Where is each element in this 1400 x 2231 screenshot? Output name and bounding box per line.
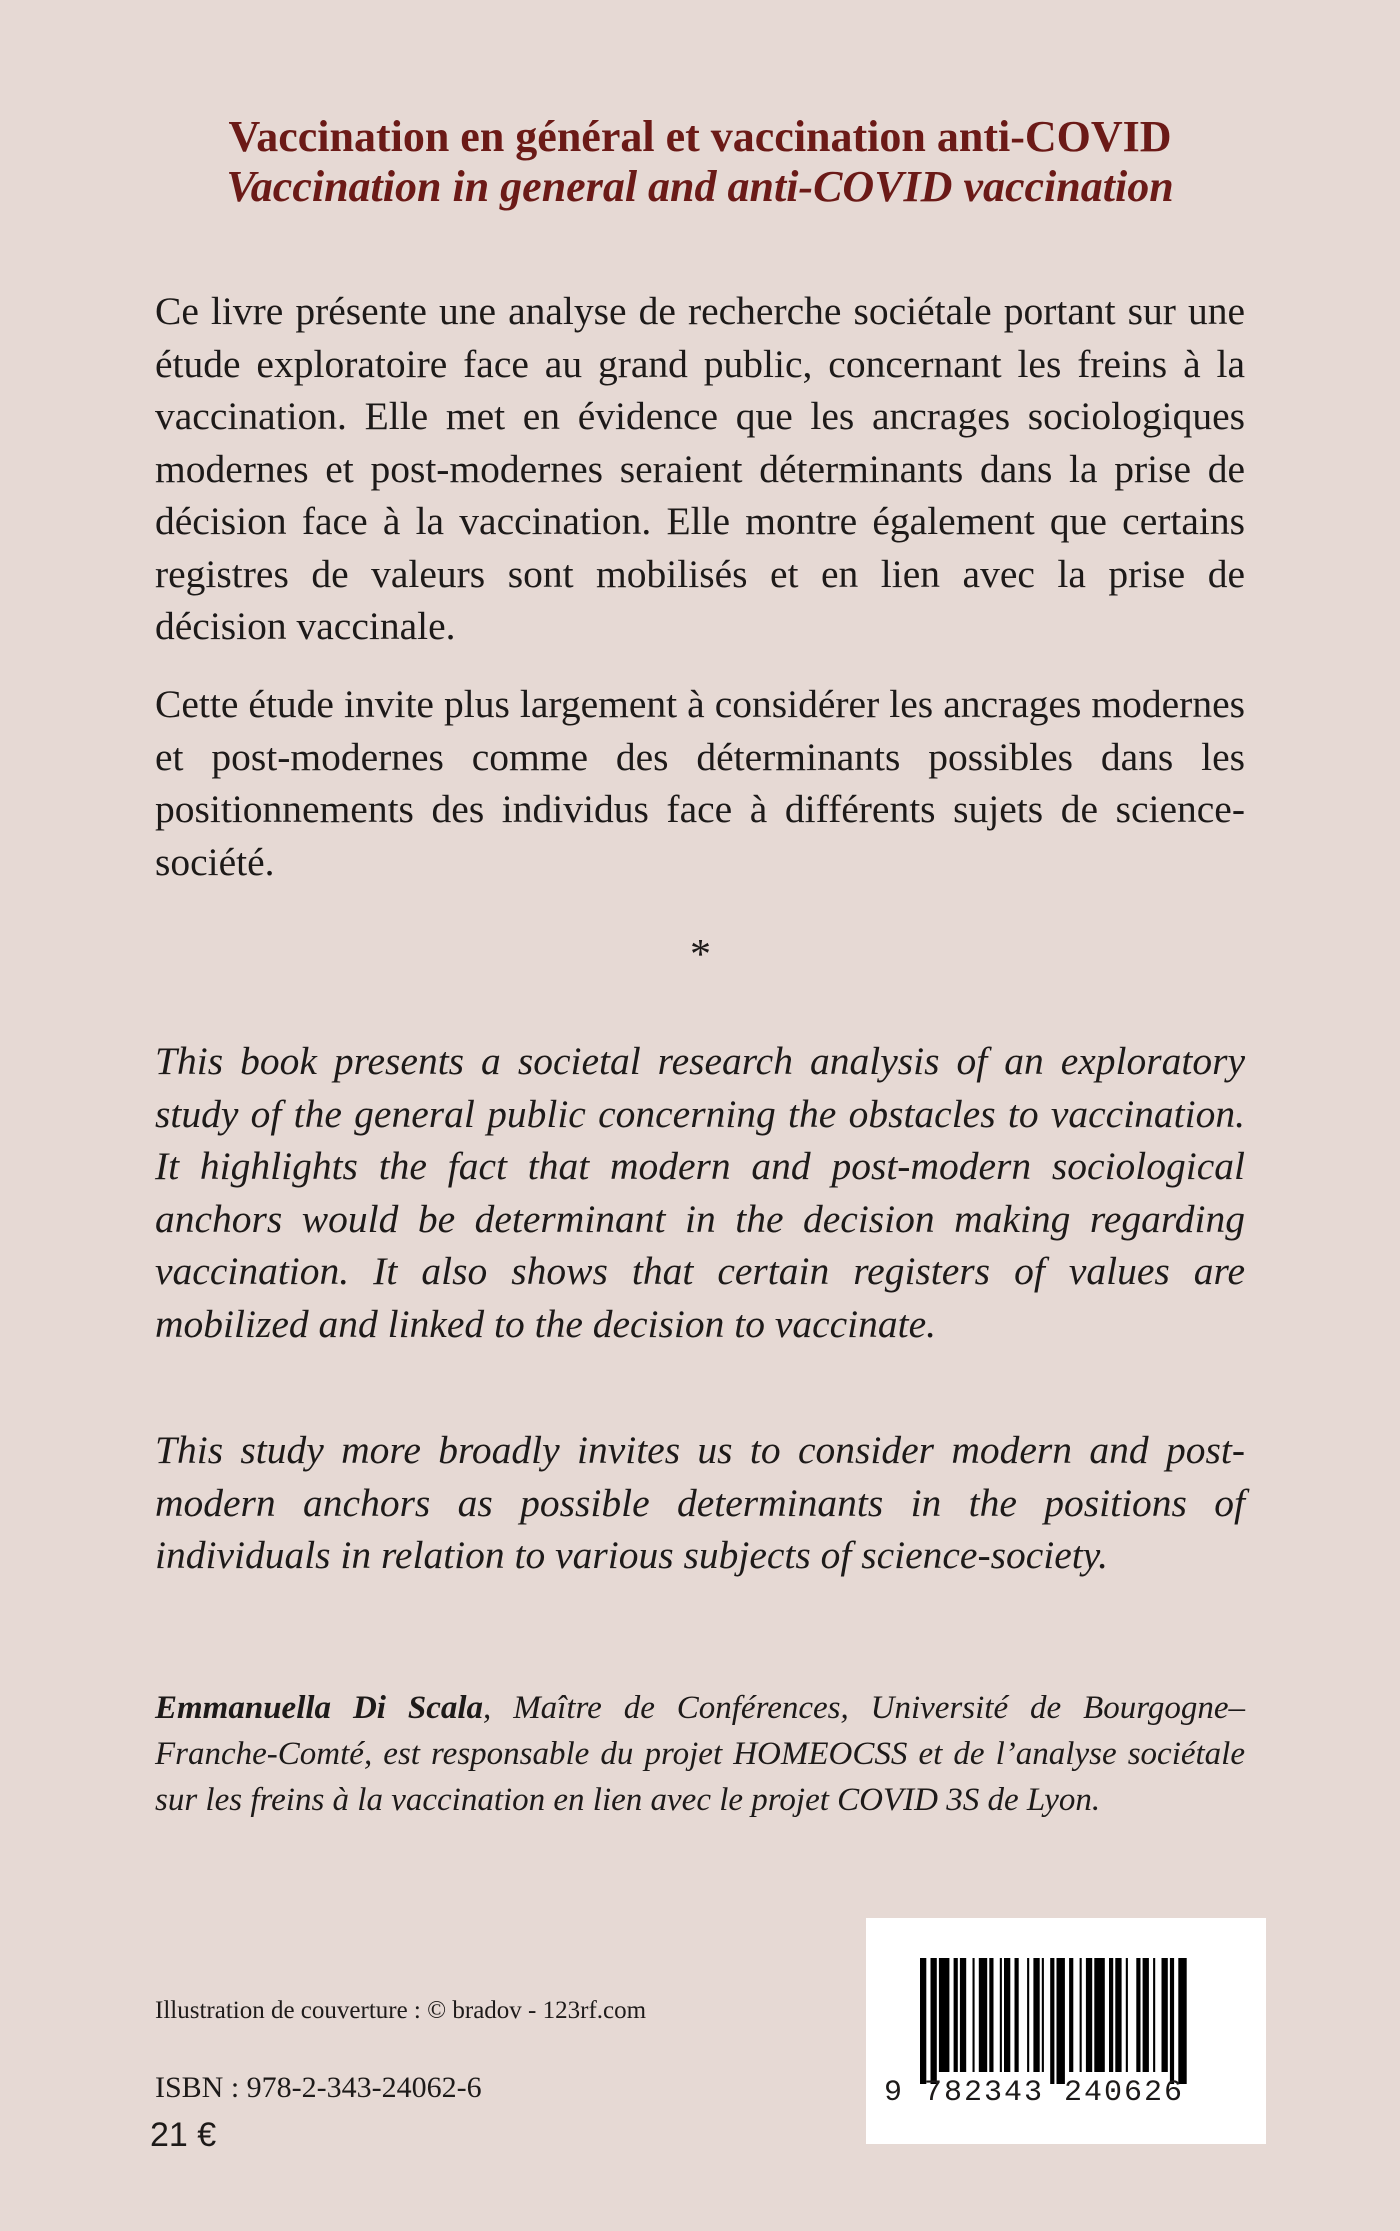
title-french: Vaccination en général et vaccination anti-COVID <box>228 112 1172 161</box>
barcode-bar <box>960 1958 966 2072</box>
barcode-bar <box>1042 1958 1044 2072</box>
barcode-bar <box>1178 1958 1186 2084</box>
barcode-bar <box>1115 1958 1121 2072</box>
barcode-bar <box>1004 1958 1010 2072</box>
barcode-bar <box>1069 1958 1073 2072</box>
barcode-icon <box>866 1918 1266 2144</box>
barcode-bar <box>973 1958 975 2072</box>
title-english: Vaccination in general and anti-COVID vaccination <box>226 162 1174 211</box>
barcode <box>866 1918 1266 2144</box>
cover-illustration-credit: Illustration de couverture : © bradov - 123rf.com <box>155 1997 647 2024</box>
barcode-bar <box>989 1958 993 2072</box>
barcode-bar <box>1027 1958 1029 2072</box>
english-paragraph-1: This book presents a societal research analysis of an exploratory study of the general public concerning the obstacles to vaccination. It highlights the fact that modern and post-modern sociological anchors would be determinant in the decision making regarding vaccination. It also shows that certain registers of values are mobilized and linked to the decision to vaccinate. <box>155 1039 1245 1346</box>
barcode-bar <box>954 1958 958 2072</box>
barcode-bar <box>1153 1958 1155 2072</box>
barcode-bar <box>1050 1958 1054 2084</box>
barcode-bar <box>1094 1958 1105 2072</box>
barcode-bar <box>1080 1958 1082 2072</box>
barcode-bar <box>920 1958 926 2084</box>
barcode-bar <box>1136 1958 1140 2072</box>
french-paragraph-1: Ce livre présente une analyse de recherche sociétale portant sur une étude exploratoire face au grand public, concernant les freins à la vaccination. Elle met en évidence que les ancrages sociologiques modernes et post-modernes seraient déterminants dans la prise de décision face à la vaccination. Elle montre également que certains registres de valeurs sont mobilisés et en lien avec la prise de décision vaccinale. <box>155 289 1245 648</box>
barcode-digits: 9 782343 240626 <box>884 2076 1185 2110</box>
price: 21 € <box>150 2116 217 2154</box>
barcode-bar <box>931 1958 937 2084</box>
isbn: ISBN : 978-2-343-24062-6 <box>155 2071 482 2104</box>
section-separator: * <box>690 932 711 978</box>
barcode-bar <box>939 1958 950 2072</box>
author-bio <box>155 1685 1245 1823</box>
barcode-bar <box>1057 1958 1065 2084</box>
barcode-bar <box>1170 1958 1174 2084</box>
english-paragraph-2: This study more broadly invites us to consider modern and post-modern anchors as possible determinants in the positions of individuals in relation to various subjects of science-society. <box>155 1428 1245 1577</box>
barcode-bar <box>979 1958 987 2072</box>
french-paragraph-2: Cette étude invite plus largement à considérer les ancrages modernes et post-modernes comme des déterminants possibles dans les positionnements des individus face à différents sujets de science-société. <box>155 682 1245 884</box>
barcode-bar <box>1015 1958 1019 2072</box>
barcode-bar <box>1162 1958 1168 2072</box>
barcode-bar <box>1126 1958 1128 2072</box>
barcode-bar <box>1086 1958 1092 2072</box>
barcode-bar <box>1000 1958 1002 2072</box>
barcode-bar <box>1143 1958 1149 2072</box>
author-description: , Maître de Conférences, Université de Bourgogne–Franche-Comté, est responsable du projet HOMEOCSS et de l’analyse sociétale sur les freins à la vaccination en lien avec le projet COVID 3S de Lyon. <box>155 1690 1245 1818</box>
barcode-bar <box>1033 1958 1039 2072</box>
barcode-bar <box>1109 1958 1113 2072</box>
author-name: Emmanuella Di Scala <box>155 1690 484 1726</box>
title-block <box>140 112 1260 212</box>
